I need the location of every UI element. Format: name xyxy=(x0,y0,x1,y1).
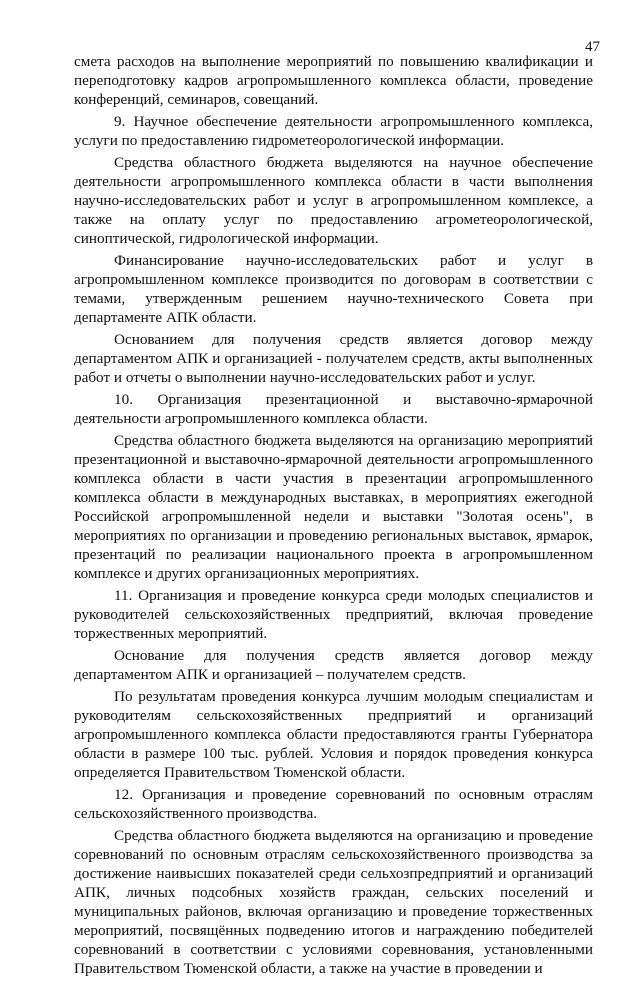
section-heading-12: 12. Организация и проведение соревнований по основным отраслям сельскохозяйственного производства. xyxy=(74,786,593,822)
paragraph-continuation: смета расходов на выполнение мероприятий по повышению квалификации и переподготовку кадров агропромышленного комплекса области, проведение конференций, семинаров, совещаний. xyxy=(74,53,593,108)
section-heading-10: 10. Организация презентационной и выставочно-ярмарочной деятельности агропромышленного комплекса области. xyxy=(74,391,593,427)
paragraph: Финансирование научно-исследовательских работ и услуг в агропромышленном комплексе производится по договорам в соответствии с темами, утвержденным решением научно-технического Совета при департаменте АПК области. xyxy=(74,252,593,326)
paragraph: По результатам проведения конкурса лучшим молодым специалистам и руководителям сельскохозяйственных предприятий и организаций агропромышленного комплекса области предоставляются гранты Губернатора области в размере 100 тыс. рублей. Условия и порядок проведения конкурса определяется Правительством Тюменской области. xyxy=(74,688,593,781)
paragraph: Средства областного бюджета выделяются на научное обеспечение деятельности агропромышленного комплекса области в части выполнения научно-исследовательских работ и услуг в агропромышленном комплексе, а также на оплату услуг по предоставлению агрометеорологической, синоптической, гидрологической информации. xyxy=(74,154,593,247)
page-number: 47 xyxy=(585,39,600,55)
paragraph: Основанием для получения средств является договор между департаментом АПК и организацией - получателем средств, акты выполненных работ и отчеты о выполнении научно-исследовательских работ и услуг. xyxy=(74,331,593,386)
paragraph: Основание для получения средств является договор между департаментом АПК и организацией – получателем средств. xyxy=(74,647,593,683)
section-heading-11: 11. Организация и проведение конкурса среди молодых специалистов и руководителей сельскохозяйственных предприятий, включая проведение торжественных мероприятий. xyxy=(74,587,593,642)
document-body xyxy=(74,52,593,981)
paragraph: Средства областного бюджета выделяются на организацию и проведение соревнований по основным отраслям сельскохозяйственного производства за достижение наивысших показателей среди сельхозпредприятий и организаций АПК, личных подсобных хозяйств граждан, сельских поселений и муниципальных районов, включая организацию и проведение торжественных мероприятий, посвящённых подведению итогов и награждению победителей соревнований в соответствии с условиями соревнования, установленными Правительством Тюменской области, а также на участие в проведении и xyxy=(74,827,593,977)
section-heading-9: 9. Научное обеспечение деятельности агропромышленного комплекса, услуги по предоставлению гидрометеорологической информации. xyxy=(74,113,593,149)
paragraph: Средства областного бюджета выделяются на организацию мероприятий презентационной и выставочно-ярмарочной деятельности агропромышленного комплекса области в части участия в презентации агропромышленного комплекса области в международных выставках, в мероприятиях ежегодной Российской агропромышленной недели и выставки "Золотая осень", в мероприятиях по организации и проведению региональных выставок, ярмарок, презентаций по реализации национального проекта в агропромышленном комплексе и других организационных мероприятиях. xyxy=(74,432,593,582)
